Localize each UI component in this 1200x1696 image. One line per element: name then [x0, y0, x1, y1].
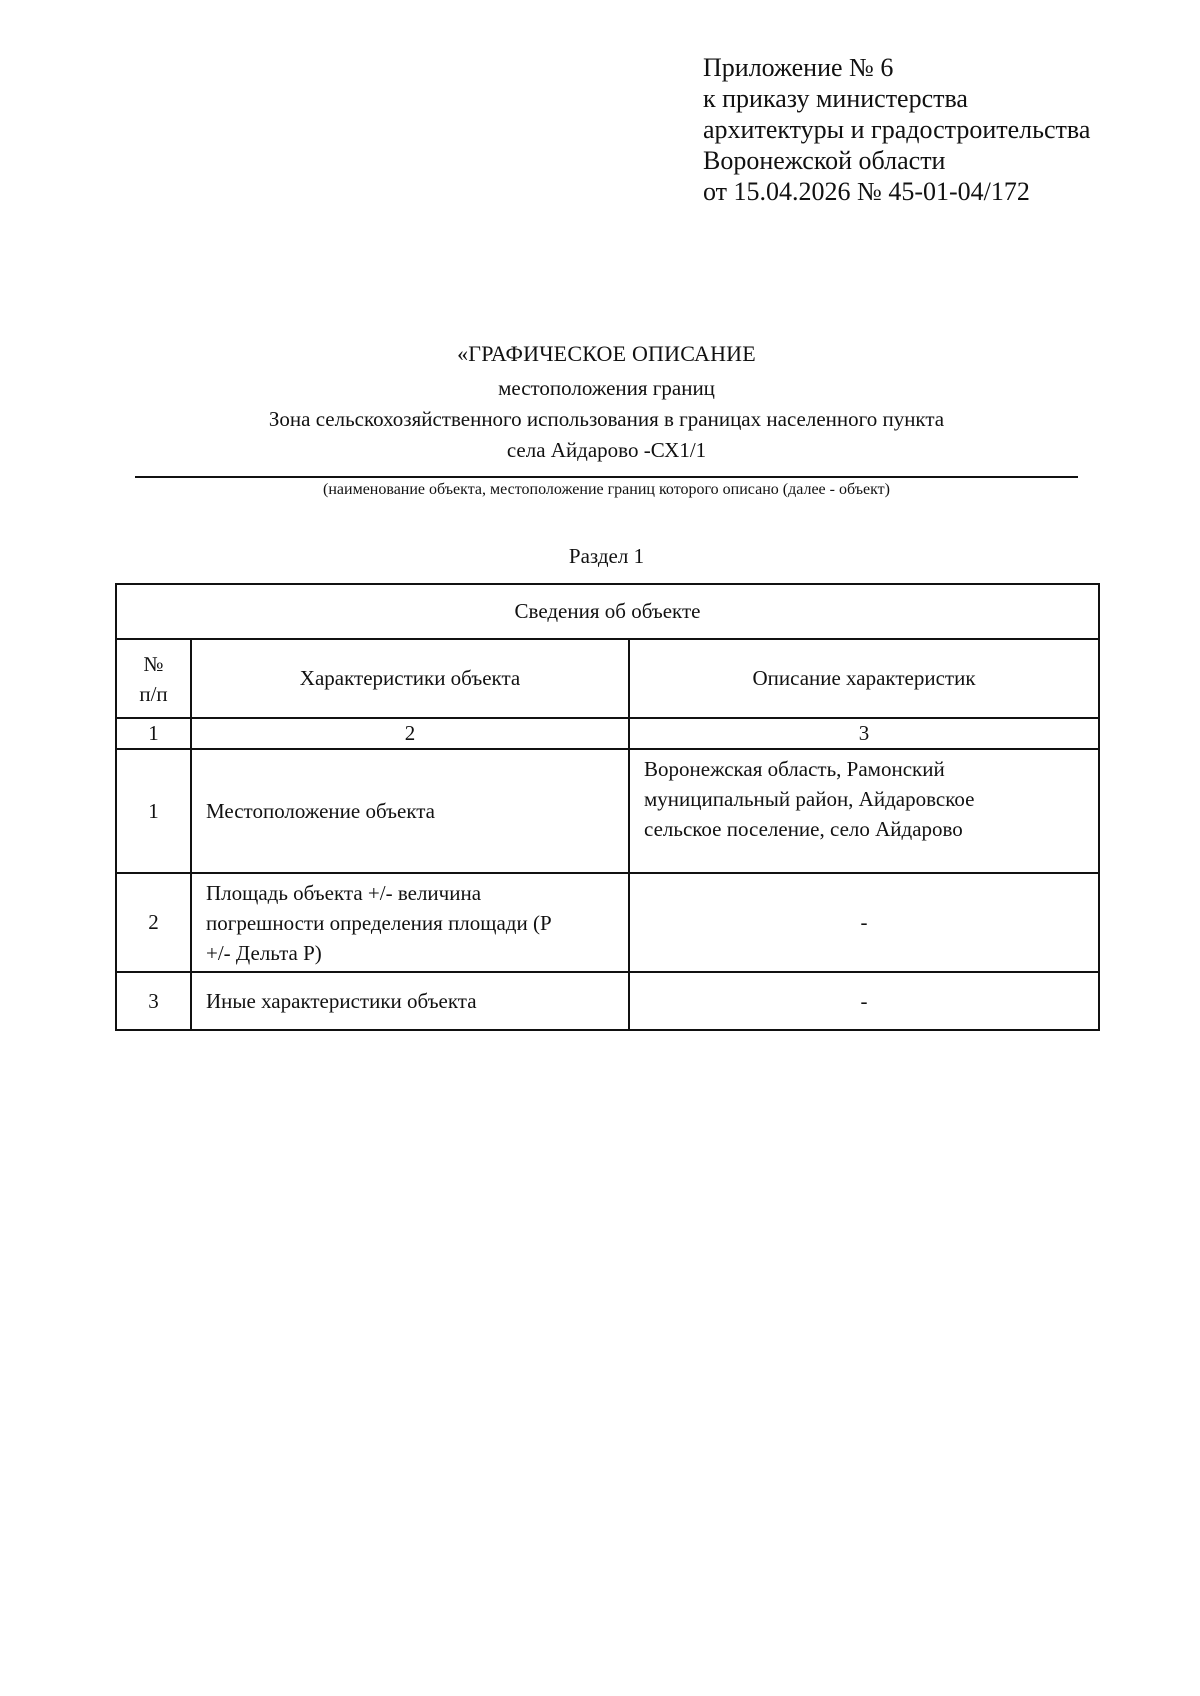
underline-rule	[135, 476, 1078, 478]
document-subtitle: местоположения границ	[498, 376, 715, 400]
row-num: 3	[116, 972, 191, 1030]
header-num-line: п/п	[139, 681, 168, 706]
appendix-line: Приложение № 6	[703, 53, 894, 82]
row-num: 1	[116, 749, 191, 873]
header-num	[116, 639, 191, 718]
row-characteristic: Иные характеристики объекта	[191, 972, 629, 1030]
table-caption: Сведения об объекте	[116, 584, 1099, 639]
document-title: «ГРАФИЧЕСКОЕ ОПИСАНИЕ	[457, 341, 756, 366]
section-label: Раздел 1	[568, 544, 645, 568]
row-num: 2	[116, 873, 191, 972]
row-description	[629, 749, 1099, 873]
index-cell: 3	[629, 718, 1099, 749]
characteristic-line: Площадь объекта +/- величина	[206, 880, 482, 905]
table-index-row	[116, 718, 1099, 749]
row-description: -	[629, 972, 1099, 1030]
description-line: муниципальный район, Айдаровское	[644, 787, 975, 811]
characteristic-line: погрешности определения площади (Р	[206, 910, 552, 935]
table-row	[116, 972, 1099, 1030]
object-name-line: Зона сельскохозяйственного использования в границах населенного пункта	[268, 407, 945, 431]
row-description: -	[629, 873, 1099, 972]
row-characteristic: Местоположение объекта	[191, 749, 629, 873]
table-row	[116, 749, 1099, 873]
row-characteristic	[191, 873, 629, 972]
object-caption: (наименование объекта, местоположение границ которого описано (далее - объект)	[323, 481, 890, 498]
title-block	[130, 335, 1083, 466]
appendix-line: архитектуры и градостроительства	[703, 115, 1091, 144]
table-row	[116, 873, 1099, 972]
table-header-row	[116, 639, 1099, 718]
header-num-line: №	[143, 651, 164, 676]
table-caption-row	[116, 584, 1099, 639]
object-name-line: села Айдарово -СХ1/1	[506, 438, 707, 462]
header-characteristics: Характеристики объекта	[191, 639, 629, 718]
object-info-table	[115, 583, 1100, 1031]
appendix-line: от 15.04.2026 № 45-01-04/172	[703, 177, 1030, 206]
index-cell: 1	[116, 718, 191, 749]
description-line: Воронежская область, Рамонский	[644, 757, 945, 781]
index-cell: 2	[191, 718, 629, 749]
description-line: сельское поселение, село Айдарово	[644, 817, 963, 841]
appendix-line: к приказу министерства	[703, 84, 968, 113]
header-description: Описание характеристик	[629, 639, 1099, 718]
appendix-block	[703, 52, 1090, 207]
appendix-line: Воронежской области	[703, 146, 946, 175]
characteristic-line: +/- Дельта Р)	[206, 940, 322, 965]
